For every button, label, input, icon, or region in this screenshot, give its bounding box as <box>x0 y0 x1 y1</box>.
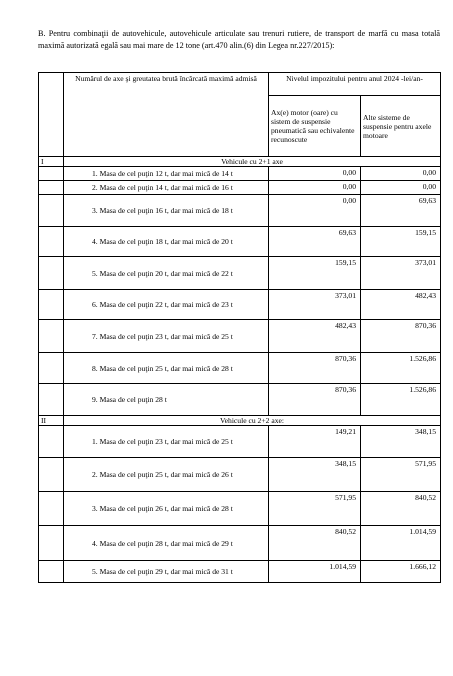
tax-table <box>38 72 441 583</box>
row-pneumatic-value-cell: 1.014,59 <box>269 561 361 583</box>
table-row <box>39 561 441 583</box>
row-blank-cell <box>39 526 64 561</box>
table-row <box>39 257 441 290</box>
section-roman-cell: II <box>39 416 64 426</box>
section-header-row <box>39 157 441 167</box>
row-pneumatic-value-cell: 870,36 <box>269 353 361 384</box>
row-pneumatic-value-cell: 0,00 <box>269 181 361 195</box>
intro-paragraph: B. Pentru combinaţii de autovehicule, autovehicule articulate sau trenuri rutiere, de transport de marfă cu masa totală maximă autorizată egală sau mai mare de 12 tone (art.470 alin.(6) din Legea nr.227/2015): <box>38 29 440 50</box>
row-pneumatic-value-cell: 69,63 <box>269 227 361 257</box>
row-other-value-cell: 69,63 <box>361 195 441 227</box>
header-axles-cell: Numărul de axe şi greutatea brută încărcată maximă admisă <box>64 73 269 157</box>
header-other-cell: Alte sisteme de suspensie pentru axele motoare <box>361 96 441 157</box>
row-blank-cell <box>39 290 64 320</box>
row-blank-cell <box>39 181 64 195</box>
table-row <box>39 526 441 561</box>
row-other-value-cell: 159,15 <box>361 227 441 257</box>
header-row <box>39 73 441 96</box>
row-description-cell: 3. Masa de cel puţin 26 t, dar mai mică de 28 t <box>64 492 269 526</box>
table-row <box>39 458 441 492</box>
row-blank-cell <box>39 320 64 353</box>
row-description-cell: 3. Masa de cel puţin 16 t, dar mai mică de 18 t <box>64 195 269 227</box>
header-blank-cell <box>39 73 64 157</box>
row-description-cell: 7. Masa de cel puţin 23 t, dar mai mică de 25 t <box>64 320 269 353</box>
row-pneumatic-value-cell: 0,00 <box>269 167 361 181</box>
table-row <box>39 426 441 458</box>
table-row <box>39 384 441 416</box>
table-row <box>39 353 441 384</box>
row-blank-cell <box>39 195 64 227</box>
row-pneumatic-value-cell: 0,00 <box>269 195 361 227</box>
table-row <box>39 195 441 227</box>
row-blank-cell <box>39 167 64 181</box>
section-title-cell: Vehicule cu 2+1 axe <box>64 157 441 167</box>
row-pneumatic-value-cell: 159,15 <box>269 257 361 290</box>
row-other-value-cell: 1.526,86 <box>361 353 441 384</box>
row-blank-cell <box>39 458 64 492</box>
row-other-value-cell: 1.666,12 <box>361 561 441 583</box>
row-other-value-cell: 1.014,59 <box>361 526 441 561</box>
row-description-cell: 1. Masa de cel puţin 23 t, dar mai mică de 25 t <box>64 426 269 458</box>
table-row <box>39 167 441 181</box>
row-blank-cell <box>39 561 64 583</box>
header-pneumatic-cell: Ax(e) motor (oare) cu sistem de suspensie pneumatică sau echivalente recunoscute <box>269 96 361 157</box>
row-other-value-cell: 840,52 <box>361 492 441 526</box>
row-description-cell: 2. Masa de cel puţin 14 t, dar mai mică de 16 t <box>64 181 269 195</box>
row-pneumatic-value-cell: 348,15 <box>269 458 361 492</box>
row-blank-cell <box>39 227 64 257</box>
row-description-cell: 9. Masa de cel puţin 28 t <box>64 384 269 416</box>
section-header-row <box>39 416 441 426</box>
row-blank-cell <box>39 426 64 458</box>
row-pneumatic-value-cell: 373,01 <box>269 290 361 320</box>
table-row <box>39 492 441 526</box>
row-other-value-cell: 0,00 <box>361 181 441 195</box>
row-pneumatic-value-cell: 840,52 <box>269 526 361 561</box>
table-row <box>39 320 441 353</box>
row-description-cell: 2. Masa de cel puţin 25 t, dar mai mică de 26 t <box>64 458 269 492</box>
row-other-value-cell: 0,00 <box>361 167 441 181</box>
row-description-cell: 6. Masa de cel puţin 22 t, dar mai mică de 23 t <box>64 290 269 320</box>
row-description-cell: 5. Masa de cel puţin 20 t, dar mai mică de 22 t <box>64 257 269 290</box>
row-description-cell: 4. Masa de cel puţin 18 t, dar mai mică de 20 t <box>64 227 269 257</box>
table-row <box>39 227 441 257</box>
row-other-value-cell: 482,43 <box>361 290 441 320</box>
row-other-value-cell: 373,01 <box>361 257 441 290</box>
section-roman-cell: I <box>39 157 64 167</box>
table-row <box>39 181 441 195</box>
header-tax-level-cell: Nivelul impozitului pentru anul 2024 -lei/an- <box>269 73 441 96</box>
row-other-value-cell: 870,36 <box>361 320 441 353</box>
row-other-value-cell: 1.526,86 <box>361 384 441 416</box>
row-pneumatic-value-cell: 571,95 <box>269 492 361 526</box>
table-row <box>39 290 441 320</box>
row-description-cell: 4. Masa de cel puţin 28 t, dar mai mică de 29 t <box>64 526 269 561</box>
row-blank-cell <box>39 384 64 416</box>
row-description-cell: 8. Masa de cel puţin 25 t, dar mai mică de 28 t <box>64 353 269 384</box>
row-description-cell: 5. Masa de cel puţin 29 t, dar mai mică de 31 t <box>64 561 269 583</box>
row-description-cell: 1. Masa de cel puţin 12 t, dar mai mică de 14 t <box>64 167 269 181</box>
row-other-value-cell: 571,95 <box>361 458 441 492</box>
row-blank-cell <box>39 492 64 526</box>
section-title-cell: Vehicule cu 2+2 axe: <box>64 416 441 426</box>
row-other-value-cell: 348,15 <box>361 426 441 458</box>
row-blank-cell <box>39 353 64 384</box>
row-pneumatic-value-cell: 870,36 <box>269 384 361 416</box>
row-blank-cell <box>39 257 64 290</box>
row-pneumatic-value-cell: 482,43 <box>269 320 361 353</box>
row-pneumatic-value-cell: 149,21 <box>269 426 361 458</box>
